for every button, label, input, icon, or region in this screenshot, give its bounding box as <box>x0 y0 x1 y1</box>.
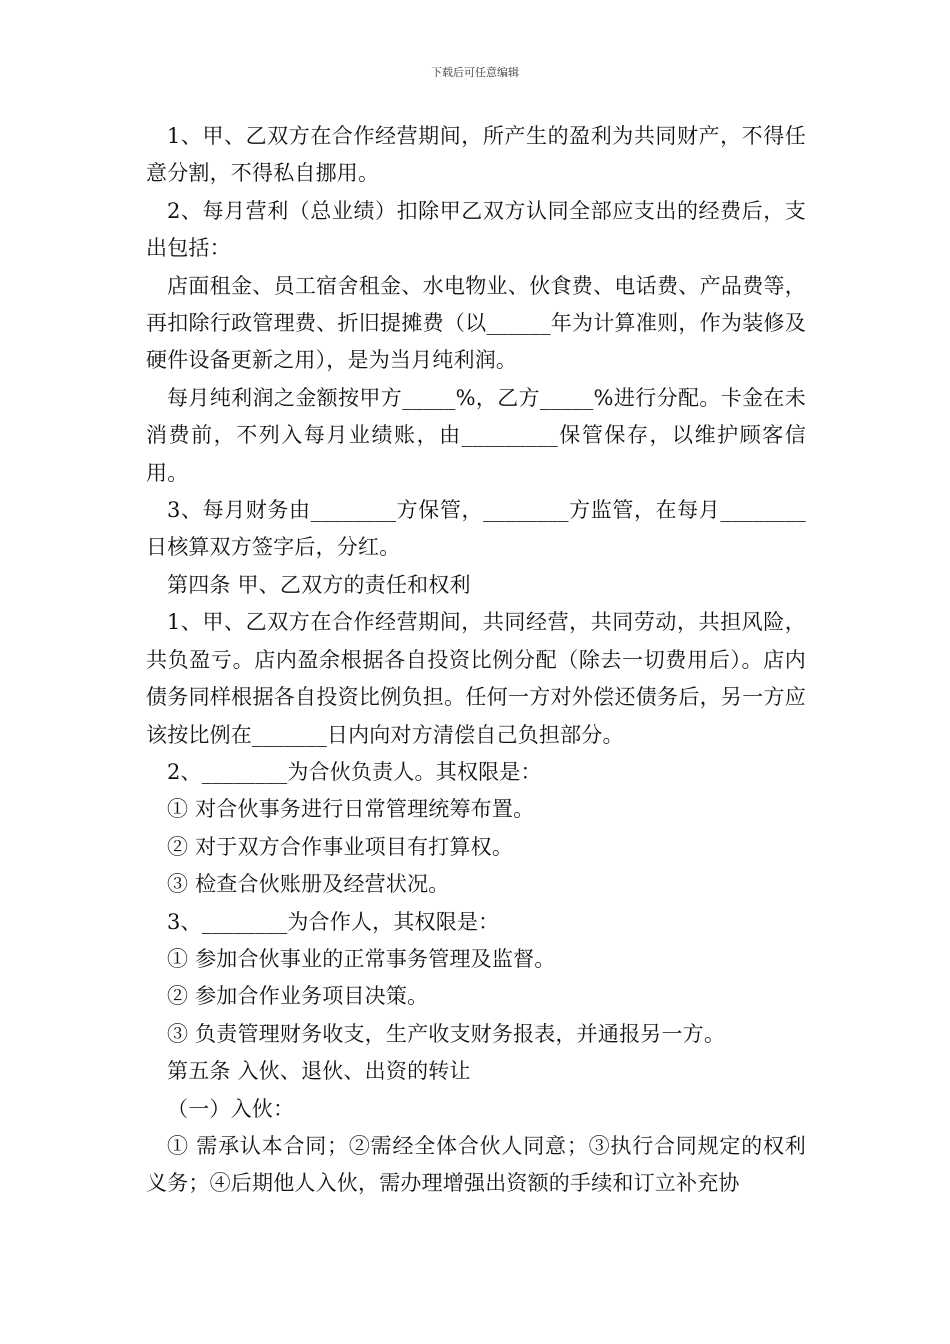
paragraph-joining-conditions: ① 需承认本合同；②需经全体合伙人同意；③执行合同规定的权利义务；④后期他人入伙，需办理增强出资额的手续和订立补充协 <box>146 1133 806 1196</box>
article-five-heading: 第五条 入伙、退伙、出资的转让 <box>167 1059 471 1084</box>
page-header: 下载后可任意编辑 <box>431 66 519 79</box>
list-item-partner-1: ① 参加合伙事业的正常事务管理及监督。 <box>167 946 556 971</box>
paragraph-expense-items: 店面租金、员工宿舍租金、水电物业、伙食费、电话费、产品费等，再扣除行政管理费、折旧提摊费（以______年为计算准则，作为装修及硬件设备更新之用），是为当月纯利润。 <box>146 273 806 373</box>
list-item-manager-3: ③ 检查合伙账册及经营状况。 <box>167 872 450 897</box>
article-four-heading: 第四条 甲、乙双方的责任和权利 <box>167 572 471 597</box>
document-body <box>146 118 806 1203</box>
paragraph-profit-distribution: 每月纯利润之金额按甲方_____%，乙方_____%进行分配。卡金在未消费前，不列入每月业绩账，由_________保管保存，以维护顾客信用。 <box>146 385 806 485</box>
list-item-manager-1: ① 对合伙事务进行日常管理统筹布置。 <box>167 797 535 822</box>
list-item-manager-2: ② 对于双方合作事业项目有打算权。 <box>167 834 514 859</box>
list-item-partner-2: ② 参加合作业务项目决策。 <box>167 984 429 1009</box>
paragraph-partnership-manager: 2、________为合伙负责人。其权限是： <box>167 759 542 784</box>
paragraph-monthly-finance: 3、每月财务由________方保管，________方监管，在每月________日核算双方签字后，分红。 <box>146 498 806 560</box>
paragraph-partner: 3、________为合作人，其权限是： <box>167 909 500 934</box>
section-joining-heading: （一）入伙： <box>167 1096 295 1121</box>
list-item-partner-3: ③ 负责管理财务收支，生产收支财务报表，并通报另一方。 <box>167 1021 726 1046</box>
paragraph-joint-operation: 1、甲、乙双方在合作经营期间，共同经营，共同劳动，共担风险，共负盈亏。店内盈余根据各自投资比例分配（除去一切费用后）。店内债务同样根据各自投资比例负担。任何一方对外偿还债务后，另一方应该按比例在_______日内向对方清偿自己负担部分。 <box>146 610 806 747</box>
paragraph-monthly-revenue: 2、每月营利（总业绩）扣除甲乙双方认同全部应支出的经费后，支出包括： <box>146 198 806 261</box>
paragraph-profit-common-property: 1、甲、乙双方在合作经营期间，所产生的盈利为共同财产，不得任意分割，不得私自挪用。 <box>146 124 806 186</box>
